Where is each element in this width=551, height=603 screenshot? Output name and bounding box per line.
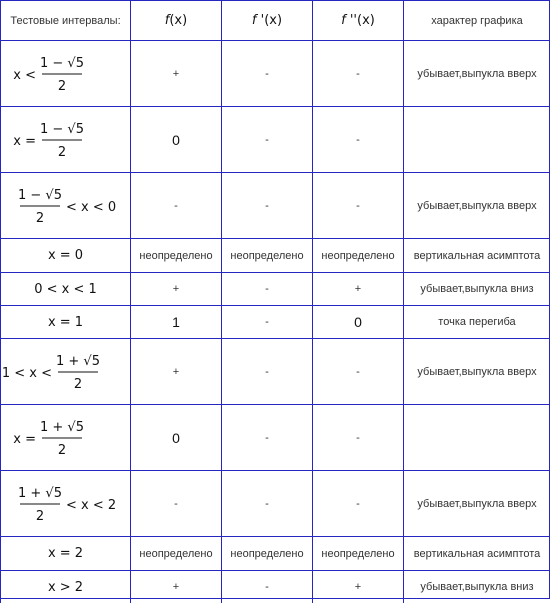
behavior-cell [403,172,550,238]
fp-value: - [265,199,269,212]
header-behavior-label: характер графика [431,14,523,27]
behavior-text: убывает,выпукла вниз [420,283,534,295]
behavior-cell [403,570,550,603]
behavior-text: вертикальная асимптота [413,249,541,262]
behavior-cell [403,305,550,338]
header-intervals-label: Тестовые интервалы: [10,14,121,27]
f-value-cell [130,106,221,172]
interval-cell [0,40,130,106]
fp-value-cell [221,470,312,536]
fraction-numerator: 1 + √5 [55,353,100,369]
fpp-value-cell [312,404,403,470]
behavior-text: убывает,выпукла вверх [417,497,537,510]
f-value: 0 [172,131,180,148]
fpp-value: - [356,199,360,212]
header-f [130,0,221,40]
fp-value-cell [221,106,312,172]
behavior-cell [403,106,550,172]
interval-text: x = 1 [47,314,84,330]
fraction-denominator: 2 [35,210,44,226]
fp-value-cell [221,272,312,305]
f-value-cell [130,305,221,338]
fraction-denominator: 2 [57,144,66,160]
fraction-denominator: 2 [57,442,66,458]
behavior-text: точка перегиба [438,316,516,328]
fp-value-cell [221,305,312,338]
f-value-cell [130,338,221,404]
header-fpp-arg: (x) [357,13,375,28]
fpp-value: - [356,497,360,510]
fp-value-cell [221,338,312,404]
behavior-cell [403,338,550,404]
header-behavior [403,0,550,40]
fpp-value-cell [312,305,403,338]
f-value-cell [130,404,221,470]
fp-value: - [265,581,269,593]
fpp-value: - [356,67,360,80]
f-value-cell [130,40,221,106]
interval-text: 0 < x < 1 [34,281,97,297]
interval-formula [2,174,130,238]
fp-value: - [265,497,269,510]
behavior-cell [403,536,550,570]
fpp-value-cell [312,40,403,106]
f-value-cell [130,172,221,238]
f-value-cell [130,238,221,272]
behavior-text: убывает,выпукла вверх [417,67,537,80]
fpp-value-cell [312,172,403,238]
fpp-value-cell [312,470,403,536]
interval-cell [0,404,130,470]
fpp-value-cell [312,272,403,305]
behavior-text: убывает,выпукла вверх [417,365,537,378]
f-value: + [172,581,180,593]
fpp-value: неопределено [321,249,395,262]
fp-value: - [265,316,269,328]
fpp-value-cell [312,570,403,603]
fp-value-cell [221,238,312,272]
f-value: + [172,365,180,378]
interval-text: x = 2 [47,546,84,561]
header-fp-symbol: f ' [251,13,265,28]
fpp-value: + [354,581,362,593]
interval-formula [2,42,130,106]
interval-cell [0,238,130,272]
interval-cell [0,570,130,603]
header-f-arg: (x) [169,13,188,28]
fpp-value: неопределено [321,547,395,560]
interval-formula [2,406,130,470]
interval-suffix: < x < 0 [65,199,116,215]
header-intervals [0,0,130,40]
f-value: + [172,67,180,80]
f-value: - [174,497,178,510]
fp-value-cell [221,404,312,470]
fraction-denominator: 2 [57,78,66,94]
fpp-value-cell [312,238,403,272]
f-value: - [174,199,178,212]
header-fp-arg: (x) [264,13,283,28]
f-value: + [172,283,180,295]
interval-cell [0,536,130,570]
fraction-numerator: 1 − √5 [39,121,84,137]
f-value: неопределено [139,249,213,262]
fpp-value-cell [312,536,403,570]
behavior-cell [403,40,550,106]
interval-prefix: x = [12,133,36,149]
interval-prefix: x < [12,67,36,83]
fp-value: - [265,67,269,80]
fp-value: - [265,133,269,146]
interval-text: x = 0 [47,248,84,263]
interval-cell [0,305,130,338]
header-fpp-symbol: f '' [341,13,357,28]
fp-value: - [265,365,269,378]
interval-suffix: < x < 2 [65,497,116,513]
f-value-cell [130,536,221,570]
f-value: 0 [172,429,180,446]
header-fp [221,0,312,40]
behavior-cell [403,272,550,305]
fp-value-cell [221,570,312,603]
interval-formula [2,108,130,172]
fp-value-cell [221,172,312,238]
behavior-text: убывает,выпукла вниз [420,581,534,593]
fp-value: - [265,431,269,444]
f-value: 1 [172,314,180,330]
interval-cell [0,172,130,238]
behavior-text: вертикальная асимптота [413,547,541,560]
fraction-numerator: 1 − √5 [39,55,84,71]
interval-prefix: 1 < x < [1,365,52,381]
interval-formula [2,340,130,404]
fpp-value-cell [312,338,403,404]
fp-value: - [265,283,269,295]
fpp-value: - [356,133,360,146]
fp-value: неопределено [230,547,304,560]
fraction-numerator: 1 + √5 [39,419,84,435]
fp-value-cell [221,40,312,106]
fpp-value: 0 [354,314,362,330]
fpp-value: - [356,365,360,378]
interval-prefix: x = [12,431,36,447]
interval-cell [0,338,130,404]
fpp-value: - [356,431,360,444]
fraction-denominator: 2 [73,376,82,392]
header-fpp [312,0,403,40]
fraction-numerator: 1 + √5 [17,485,62,501]
header-f-symbol: f [164,13,170,28]
fp-value-cell [221,536,312,570]
interval-text: x > 2 [47,579,84,595]
fraction-numerator: 1 − √5 [17,187,62,203]
interval-cell [0,272,130,305]
fraction-denominator: 2 [35,508,44,524]
f-value-cell [130,272,221,305]
behavior-cell [403,404,550,470]
interval-formula [2,472,130,536]
f-value: неопределено [139,547,213,560]
behavior-text: убывает,выпукла вверх [417,199,537,212]
fpp-value-cell [312,106,403,172]
behavior-cell [403,238,550,272]
behavior-cell [403,470,550,536]
fpp-value: + [354,283,362,295]
f-value-cell [130,470,221,536]
fp-value: неопределено [230,249,304,262]
interval-cell [0,106,130,172]
interval-cell [0,470,130,536]
f-value-cell [130,570,221,603]
